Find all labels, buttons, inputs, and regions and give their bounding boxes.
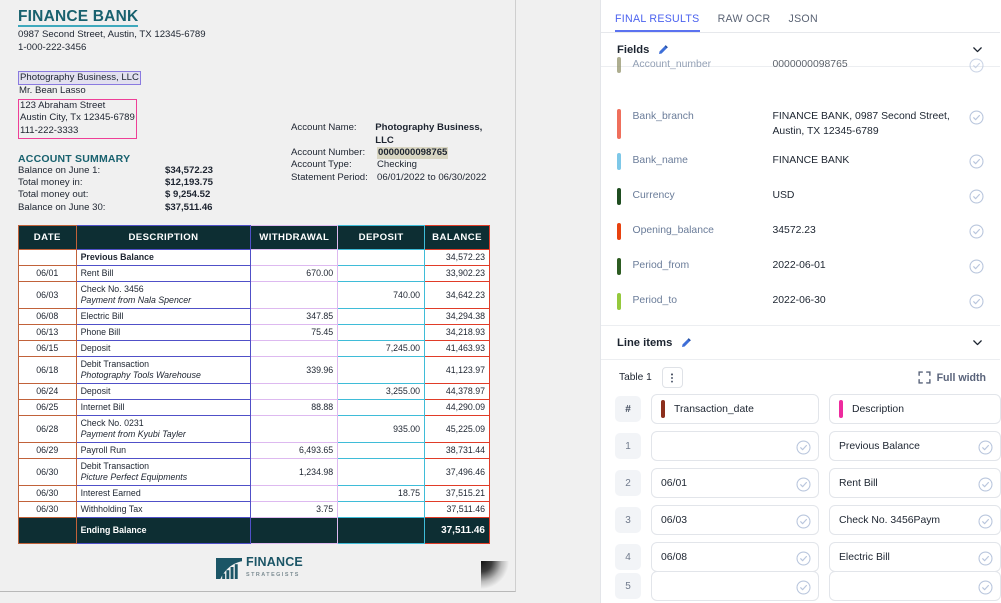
table-row (19, 486, 490, 502)
field-row-currency[interactable] (601, 181, 1000, 216)
verified-check-icon[interactable] (969, 294, 984, 309)
field-value: 2022-06-30 (772, 295, 826, 306)
transaction-description-cell (76, 309, 251, 325)
transaction-deposit (338, 400, 425, 416)
cell-description[interactable] (829, 571, 1001, 601)
transaction-withdrawal: 670.00 (251, 266, 338, 282)
highlight-customer-address (18, 99, 137, 139)
transaction-balance: 34,294.38 (425, 309, 490, 325)
verified-check-icon[interactable] (978, 514, 993, 529)
transaction-date: 06/30 (19, 502, 77, 518)
table-row (19, 282, 490, 309)
transaction-deposit: 7,245.00 (338, 341, 425, 357)
column-header: DEPOSIT (338, 226, 425, 250)
summary-label: Total money out: (18, 189, 89, 201)
field-color-indicator (617, 293, 621, 310)
account-number-label: Account Number: (291, 147, 366, 158)
field-color-indicator (617, 258, 621, 275)
transaction-description: Check No. 3456 (80, 284, 144, 295)
fields-section-title: Fields (617, 43, 650, 56)
transaction-deposit: 18.75 (338, 486, 425, 502)
transaction-balance: 37,511.46 (425, 502, 490, 518)
full-width-label: Full width (936, 371, 986, 384)
transaction-date: 06/29 (19, 443, 77, 459)
summary-amount: $12,193.75 (165, 176, 214, 188)
table-row (19, 309, 490, 325)
chart-bars-icon (216, 558, 242, 579)
transaction-withdrawal (251, 486, 338, 502)
transaction-withdrawal: 339.96 (251, 357, 338, 384)
field-row-bank_name[interactable] (601, 146, 1000, 181)
verified-check-icon[interactable] (969, 224, 984, 239)
field-color-indicator (617, 188, 621, 205)
transaction-date: 06/08 (19, 309, 77, 325)
summary-label: Balance on June 30: (18, 201, 106, 213)
field-color-indicator (617, 57, 621, 73)
transaction-description-cell (76, 443, 251, 459)
bank-name-heading: FINANCE BANK (18, 8, 139, 25)
transaction-withdrawal: 75.45 (251, 325, 338, 341)
cell-value: 06/08 (661, 551, 688, 563)
verified-check-icon[interactable] (796, 580, 811, 595)
transaction-balance: 44,378.97 (425, 384, 490, 400)
column-header-label: Description (852, 403, 904, 415)
summary-row (18, 189, 501, 201)
field-color-indicator (617, 109, 621, 139)
verified-check-icon[interactable] (796, 514, 811, 529)
field-name: Period_to (632, 295, 677, 306)
table-row (19, 325, 490, 341)
table-body (19, 250, 490, 544)
statement-period-row (291, 172, 501, 184)
transaction-description: Debit Transaction (80, 359, 150, 370)
row-number: 2 (615, 470, 641, 496)
field-name: Period_from (632, 260, 690, 271)
cell-value: Electric Bill (839, 551, 890, 563)
transaction-description-cell (76, 486, 251, 502)
account-name-label: Account Name: (291, 122, 357, 134)
transaction-deposit (338, 459, 425, 486)
ending-date (19, 518, 77, 544)
line-items-section-title: Line items (617, 336, 673, 349)
transaction-description: Debit Transaction (80, 461, 150, 472)
transaction-withdrawal: 347.85 (251, 309, 338, 325)
transaction-description-cell (76, 357, 251, 384)
table-row (19, 384, 490, 400)
transaction-withdrawal (251, 250, 338, 266)
transaction-description-cell (76, 266, 251, 282)
transaction-deposit (338, 357, 425, 384)
column-color-indicator (661, 400, 665, 418)
account-type-value: Checking (377, 159, 417, 171)
transaction-description-sub: Photography Tools Warehouse (80, 370, 201, 381)
transaction-withdrawal: 6,493.65 (251, 443, 338, 459)
verified-check-icon[interactable] (969, 58, 984, 73)
cell-transaction-date[interactable] (651, 571, 819, 601)
field-name: Bank_branch (632, 111, 694, 122)
ending-withdrawal (251, 518, 338, 544)
pencil-icon[interactable] (657, 44, 669, 56)
tab-final-results[interactable]: FINAL RESULTS (615, 13, 700, 32)
field-value: 2022-06-01 (772, 260, 826, 271)
column-header-description[interactable] (829, 394, 1001, 424)
transaction-balance: 38,731.44 (425, 443, 490, 459)
transaction-withdrawal (251, 384, 338, 400)
grid-data-row[interactable] (601, 542, 1000, 572)
transaction-description-cell (76, 250, 251, 266)
ending-balance-row (19, 518, 490, 544)
cell-description[interactable] (829, 542, 1001, 572)
customer-city-state-zip: Austin City, Tx 12345-6789 (20, 112, 135, 124)
tab-json[interactable]: JSON (788, 13, 818, 25)
row-number: 4 (615, 544, 641, 570)
field-row-period_from[interactable] (601, 251, 1000, 286)
logo-name: FINANCE (246, 555, 303, 570)
bank-address: 0987 Second Street, Austin, TX 12345-6789 (18, 29, 206, 40)
line-items-grid (601, 394, 1000, 593)
line-items-table-area (601, 360, 1000, 593)
transaction-date: 06/30 (19, 486, 77, 502)
field-color-indicator (617, 223, 621, 240)
transaction-deposit (338, 309, 425, 325)
row-number-header: # (615, 396, 641, 422)
transaction-description-cell (76, 459, 251, 486)
transaction-withdrawal: 1,234.98 (251, 459, 338, 486)
transaction-description: Payroll Run (80, 445, 127, 456)
transaction-deposit (338, 443, 425, 459)
extracted-fields-list (601, 59, 1000, 321)
transaction-description-sub: Payment from Nala Spencer (80, 295, 192, 306)
account-name-value: Photography Business, LLC (375, 122, 483, 146)
table-row (19, 502, 490, 518)
grid-data-row[interactable] (601, 505, 1000, 535)
summary-label: Balance on June 1: (18, 164, 101, 176)
field-row-bank_branch[interactable] (601, 102, 1000, 146)
ending-deposit (338, 518, 425, 544)
transaction-balance: 41,123.97 (425, 357, 490, 384)
transaction-date: 06/30 (19, 459, 77, 486)
transaction-balance: 34,642.23 (425, 282, 490, 309)
transaction-description-cell (76, 502, 251, 518)
transaction-description: Rent Bill (80, 268, 114, 279)
transaction-description-cell (76, 384, 251, 400)
transaction-description: Interest Earned (80, 488, 141, 499)
cell-value: 06/01 (661, 477, 688, 489)
transaction-description: Electric Bill (80, 311, 124, 322)
field-value: USD (772, 190, 795, 201)
statement-period-value: 06/01/2022 to 06/30/2022 (377, 171, 487, 183)
transaction-date: 06/28 (19, 416, 77, 443)
field-color-indicator (617, 153, 621, 170)
field-row-opening_balance[interactable] (601, 216, 1000, 251)
customer-street: 123 Abraham Street (20, 99, 106, 111)
chevron-down-icon[interactable] (971, 336, 984, 349)
transaction-withdrawal: 88.88 (251, 400, 338, 416)
results-pane (600, 0, 1000, 603)
transaction-deposit (338, 250, 425, 266)
field-row-period_to[interactable] (601, 286, 1000, 321)
transaction-description-cell (76, 400, 251, 416)
transaction-withdrawal (251, 416, 338, 443)
cell-description[interactable] (829, 468, 1001, 498)
transaction-description: Internet Bill (80, 402, 125, 413)
transaction-description-cell (76, 416, 251, 443)
transaction-description: Previous Balance (80, 252, 154, 263)
account-details-block (291, 122, 501, 184)
column-header: DESCRIPTION (76, 226, 251, 250)
account-number-value: 0000000098765 (378, 147, 448, 158)
tab-raw-ocr[interactable]: RAW OCR (717, 13, 771, 25)
expand-icon (918, 371, 931, 384)
verified-check-icon[interactable] (978, 440, 993, 455)
field-row-account_number[interactable] (601, 59, 1000, 102)
verified-check-icon[interactable] (969, 259, 984, 274)
verified-check-icon[interactable] (796, 551, 811, 566)
transaction-description-cell (76, 325, 251, 341)
cell-description[interactable] (829, 505, 1001, 535)
row-number: 1 (615, 433, 641, 459)
customer-phone: 111-222-3333 (20, 124, 79, 136)
transaction-balance: 37,515.21 (425, 486, 490, 502)
cell-value: Check No. 3456Paym (839, 514, 941, 526)
table-header-row (19, 226, 490, 250)
results-tabs (601, 0, 1000, 33)
verified-check-icon[interactable] (796, 440, 811, 455)
transaction-description: Deposit (80, 343, 111, 354)
verified-check-icon[interactable] (978, 551, 993, 566)
transaction-date: 06/13 (19, 325, 77, 341)
grid-data-row[interactable] (601, 579, 1000, 593)
transaction-date: 06/15 (19, 341, 77, 357)
verified-check-icon[interactable] (969, 110, 984, 125)
transaction-date: 06/01 (19, 266, 77, 282)
logo-subtitle: STRATEGISTS (246, 572, 300, 579)
summary-amount: $ 9,254.52 (165, 189, 211, 201)
verified-check-icon[interactable] (978, 580, 993, 595)
transaction-deposit (338, 502, 425, 518)
transaction-deposit: 740.00 (338, 282, 425, 309)
transaction-deposit (338, 325, 425, 341)
cell-description[interactable] (829, 431, 1001, 461)
field-value: FINANCE BANK (772, 155, 850, 166)
transaction-balance: 41,463.93 (425, 341, 490, 357)
transaction-withdrawal (251, 282, 338, 309)
table-row (19, 443, 490, 459)
bank-phone: 1-000-222-3456 (18, 41, 87, 53)
statement-period-label: Statement Period: (291, 171, 368, 183)
transaction-description-cell (76, 341, 251, 357)
transaction-description: Check No. 0231 (80, 418, 144, 429)
finance-strategists-logo (18, 557, 501, 580)
chevron-down-icon[interactable] (971, 43, 984, 56)
field-name: Bank_name (632, 155, 688, 166)
account-type-row (291, 159, 501, 171)
field-value: 0000000098765 (772, 59, 848, 70)
account-number-row (291, 147, 501, 159)
field-value: 34572.23 (772, 225, 816, 236)
cell-transaction-date[interactable] (651, 431, 819, 461)
transaction-balance: 34,218.93 (425, 325, 490, 341)
transaction-balance: 37,496.46 (425, 459, 490, 486)
transaction-deposit: 935.00 (338, 416, 425, 443)
transaction-date (19, 250, 77, 266)
transactions-table (18, 225, 490, 544)
transaction-balance: 33,902.23 (425, 266, 490, 282)
account-name-row (291, 122, 501, 147)
row-number: 3 (615, 507, 641, 533)
summary-row (18, 202, 501, 214)
transaction-balance: 45,225.09 (425, 416, 490, 443)
account-type-label: Account Type: (291, 159, 352, 171)
transaction-deposit: 3,255.00 (338, 384, 425, 400)
transaction-date: 06/18 (19, 357, 77, 384)
transaction-date: 06/24 (19, 384, 77, 400)
field-name: Opening_balance (632, 225, 714, 236)
transaction-balance: 44,290.09 (425, 400, 490, 416)
transaction-description-sub: Picture Perfect Equipments (80, 472, 188, 483)
cell-value: Rent Bill (839, 477, 878, 489)
ending-balance-value: 37,511.46 (425, 518, 490, 544)
column-header-transaction_date[interactable] (651, 394, 819, 424)
logo-text (246, 557, 303, 580)
table-row (19, 357, 490, 384)
transaction-withdrawal: 3.75 (251, 502, 338, 518)
ending-balance-label: Ending Balance (76, 518, 251, 544)
pencil-icon[interactable] (680, 337, 692, 349)
field-value: FINANCE BANK, 0987 Second Street, Austin, TX 12345-6789 (772, 111, 950, 137)
transaction-withdrawal (251, 341, 338, 357)
table-row (19, 250, 490, 266)
table-row (19, 341, 490, 357)
grid-header-row (601, 394, 1000, 424)
verified-check-icon[interactable] (969, 189, 984, 204)
verified-check-icon[interactable] (969, 154, 984, 169)
table-toolbar (601, 360, 1000, 394)
table-row (19, 459, 490, 486)
highlight-company-name: Photography Business, LLC (20, 72, 139, 84)
cell-value: 06/03 (661, 514, 688, 526)
column-header-label: Transaction_date (674, 403, 754, 415)
transaction-date: 06/03 (19, 282, 77, 309)
account-summary-heading: ACCOUNT SUMMARY (18, 152, 131, 165)
line-items-section-header (601, 326, 1000, 360)
full-width-button[interactable] (918, 371, 986, 384)
table-row (19, 266, 490, 282)
field-name: Currency (632, 190, 675, 201)
table-row (19, 416, 490, 443)
transaction-description-sub: Payment from Kyubi Tayler (80, 429, 186, 440)
cell-value: Previous Balance (839, 440, 920, 452)
verified-check-icon[interactable] (796, 477, 811, 492)
summary-amount: $37,511.46 (165, 201, 213, 213)
column-header: WITHDRAWAL (251, 226, 338, 250)
transaction-deposit (338, 266, 425, 282)
table-name-label: Table 1 (619, 372, 652, 383)
column-header: BALANCE (425, 226, 490, 250)
transaction-description-cell (76, 282, 251, 309)
cell-transaction-date[interactable] (651, 542, 819, 572)
transaction-balance: 34,572.23 (425, 250, 490, 266)
customer-contact: Mr. Bean Lasso (19, 85, 86, 97)
cell-transaction-date[interactable] (651, 468, 819, 498)
row-number: 5 (615, 573, 641, 599)
cell-transaction-date[interactable] (651, 505, 819, 535)
verified-check-icon[interactable] (978, 477, 993, 492)
summary-label: Total money in: (18, 176, 83, 188)
grid-data-row[interactable] (601, 468, 1000, 498)
kebab-menu-icon[interactable] (662, 367, 683, 388)
grid-data-row[interactable] (601, 431, 1000, 461)
column-color-indicator (839, 400, 843, 418)
transaction-description: Phone Bill (80, 327, 121, 338)
transaction-description: Deposit (80, 386, 111, 397)
transaction-description: Withholding Tax (80, 504, 143, 515)
transaction-date: 06/25 (19, 400, 77, 416)
table-row (19, 400, 490, 416)
column-header: DATE (19, 226, 77, 250)
field-name: Account_number (632, 59, 712, 70)
summary-amount: $34,572.23 (165, 164, 214, 176)
